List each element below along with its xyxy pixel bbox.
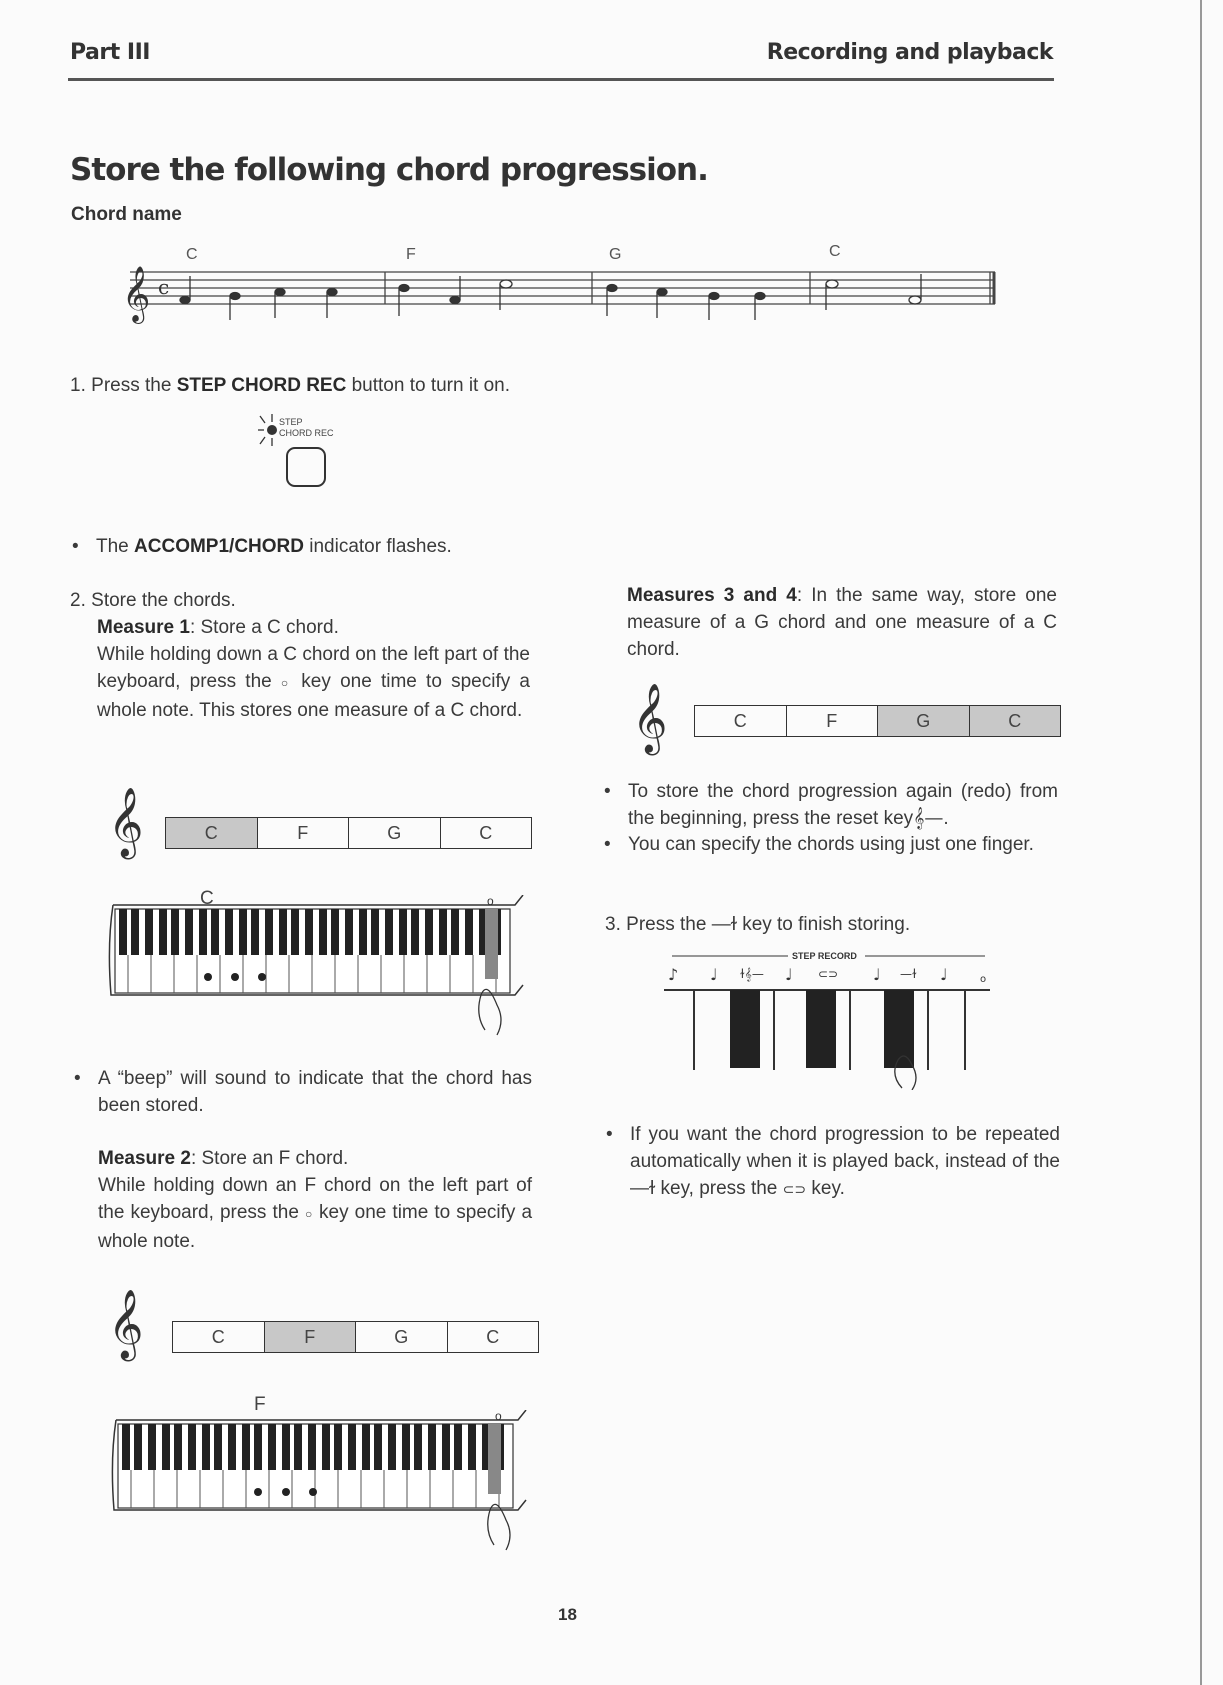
svg-text:c: c <box>158 275 170 299</box>
keyboard-1 <box>105 895 535 1045</box>
chord-cell: F <box>257 818 349 848</box>
whole-note-icon: ○ <box>280 676 293 690</box>
treble-clef-icon: 𝄞 <box>108 787 144 857</box>
bullet-redo <box>628 778 1058 832</box>
treble-clef-icon: 𝄞 <box>122 266 151 322</box>
chord-cell: C <box>969 706 1061 736</box>
bullet-redo-post: . <box>943 808 949 829</box>
measures-3-4-body: : In the same way, store one measure of a G chord and one measure of a C chord. <box>627 585 1057 660</box>
page-number: 18 <box>558 1605 577 1624</box>
keyboard-2-chord: F <box>254 1394 266 1415</box>
measure-2-label: Measure 2 <box>98 1148 191 1169</box>
button-label-line2: CHORD REC <box>279 428 334 438</box>
measure-1-title: : Store a C chord. <box>189 617 339 638</box>
bullet-redo-pre: To store the chord progression again (redo) from the beginning, press the reset key <box>628 781 1058 829</box>
repeat-icon: ⊂⊃ <box>782 1181 807 1197</box>
svg-text:ɫ𝄞—: ɫ𝄞— <box>740 967 764 981</box>
measures-3-4 <box>627 582 1057 663</box>
svg-text:⊂⊃: ⊂⊃ <box>818 967 839 981</box>
staff-chord-2: F <box>406 246 416 263</box>
end-icon: —ɫ <box>711 914 737 935</box>
staff-chord-3: G <box>609 246 622 263</box>
step-2-num: 2. <box>70 590 86 611</box>
keyboard-1-chord: C <box>200 888 214 909</box>
chord-cell: G <box>877 706 969 736</box>
hand-icon <box>479 989 501 1035</box>
step-1 <box>70 372 540 399</box>
measure-1-body: While holding down a C chord on the left part of the keyboard, press the <box>97 644 530 692</box>
end-icon: —ɫ <box>630 1178 656 1199</box>
chord-cell: C <box>440 818 532 848</box>
svg-text:♩: ♩ <box>710 965 718 984</box>
bullet-repeat-post: key. <box>811 1178 845 1199</box>
whole-note-icon: ○ <box>304 1207 313 1221</box>
staff-chord-4: C <box>829 243 841 260</box>
chord-cell: C <box>733 711 747 731</box>
treble-clef-icon: 𝄞 <box>632 683 668 753</box>
chord-cell: G <box>355 1322 447 1352</box>
step-1-bold: STEP CHORD REC <box>176 375 347 396</box>
svg-text:♩: ♩ <box>785 965 793 984</box>
bullet-finger: • You can specify the chords using just one finger. <box>628 831 1058 858</box>
page-title: Store the following chord progression. <box>70 152 708 188</box>
step-3 <box>605 911 910 938</box>
step-record-label: STEP RECORD <box>792 951 857 961</box>
measures-3-4-label: Measures 3 and 4 <box>627 585 797 606</box>
chord-cell: G <box>348 818 440 848</box>
chord-cell: F <box>264 1322 356 1352</box>
step-1-pre: Press the <box>91 375 177 396</box>
chord-box-1 <box>165 817 532 849</box>
button-label-line1: STEP <box>279 417 303 427</box>
bullet-repeat <box>630 1121 1060 1203</box>
button-icon <box>287 448 325 486</box>
step-chord-rec-button <box>248 410 358 500</box>
bullet-accomp <box>96 533 452 560</box>
bullet-repeat-pre: If you want the chord progression to be repeated automatically when it is played back, instead of the <box>630 1124 1060 1172</box>
chord-cell: C <box>211 1327 225 1347</box>
measure-2 <box>98 1145 532 1255</box>
measure-2-title: : Store an F chord. <box>190 1148 349 1169</box>
measure-2-body: While holding down an F chord on the left part of the keyboard, press the <box>98 1175 532 1223</box>
measure-2-body2: key one time to specify a whole note. <box>98 1202 533 1252</box>
step-record-panel <box>660 950 1000 1090</box>
step-1-num: 1. <box>70 375 86 396</box>
measure-1-label: Measure 1 <box>97 617 190 638</box>
header-rule <box>68 78 1054 81</box>
bullet-accomp-post: indicator flashes. <box>303 536 452 557</box>
svg-text:♪: ♪ <box>668 965 679 984</box>
chord-box-3 <box>694 705 1061 737</box>
bullet-beep: • A “beep” will sound to indicate that the chord has been stored. <box>98 1065 532 1119</box>
chord-cell: F <box>786 706 878 736</box>
chord-box-2 <box>172 1321 539 1353</box>
svg-text:♩: ♩ <box>940 965 948 984</box>
svg-text:o: o <box>980 974 987 985</box>
svg-text:—ɫ: —ɫ <box>900 967 917 981</box>
step-3-post: key to finish storing. <box>742 914 911 935</box>
svg-text:o: o <box>487 895 494 908</box>
section-label: Recording and playback <box>766 40 1053 65</box>
part-label: Part III <box>70 40 150 65</box>
step-3-pre: Press the <box>626 914 707 935</box>
bullet-accomp-bold: ACCOMP1/CHORD <box>134 536 304 557</box>
page-edge <box>1200 0 1202 1685</box>
step-1-post: button to turn it on. <box>346 375 511 396</box>
svg-text:♩: ♩ <box>873 965 881 984</box>
keyboard-2 <box>108 1410 538 1560</box>
svg-text:o: o <box>495 1410 502 1423</box>
reset-icon: 𝄞— <box>913 807 944 829</box>
step-2-intro: Store the chords. <box>91 590 236 611</box>
chord-cell: C <box>447 1322 539 1352</box>
chord-name-label: Chord name <box>71 204 182 225</box>
hand-icon <box>488 1504 510 1550</box>
step-2 <box>70 587 530 724</box>
bullet-accomp-pre: The <box>96 536 135 557</box>
bullet-repeat-mid: key, press the <box>660 1178 778 1199</box>
staff-chord-1: C <box>186 246 198 263</box>
treble-clef-icon: 𝄞 <box>108 1289 144 1359</box>
chord-cell: C <box>166 818 257 848</box>
indicator-led-icon <box>267 425 277 435</box>
music-staff <box>110 262 1010 324</box>
measure-1-body2: key one time to specify a whole note. This stores one measure of a C chord. <box>97 671 531 721</box>
step-3-num: 3. <box>605 914 621 935</box>
